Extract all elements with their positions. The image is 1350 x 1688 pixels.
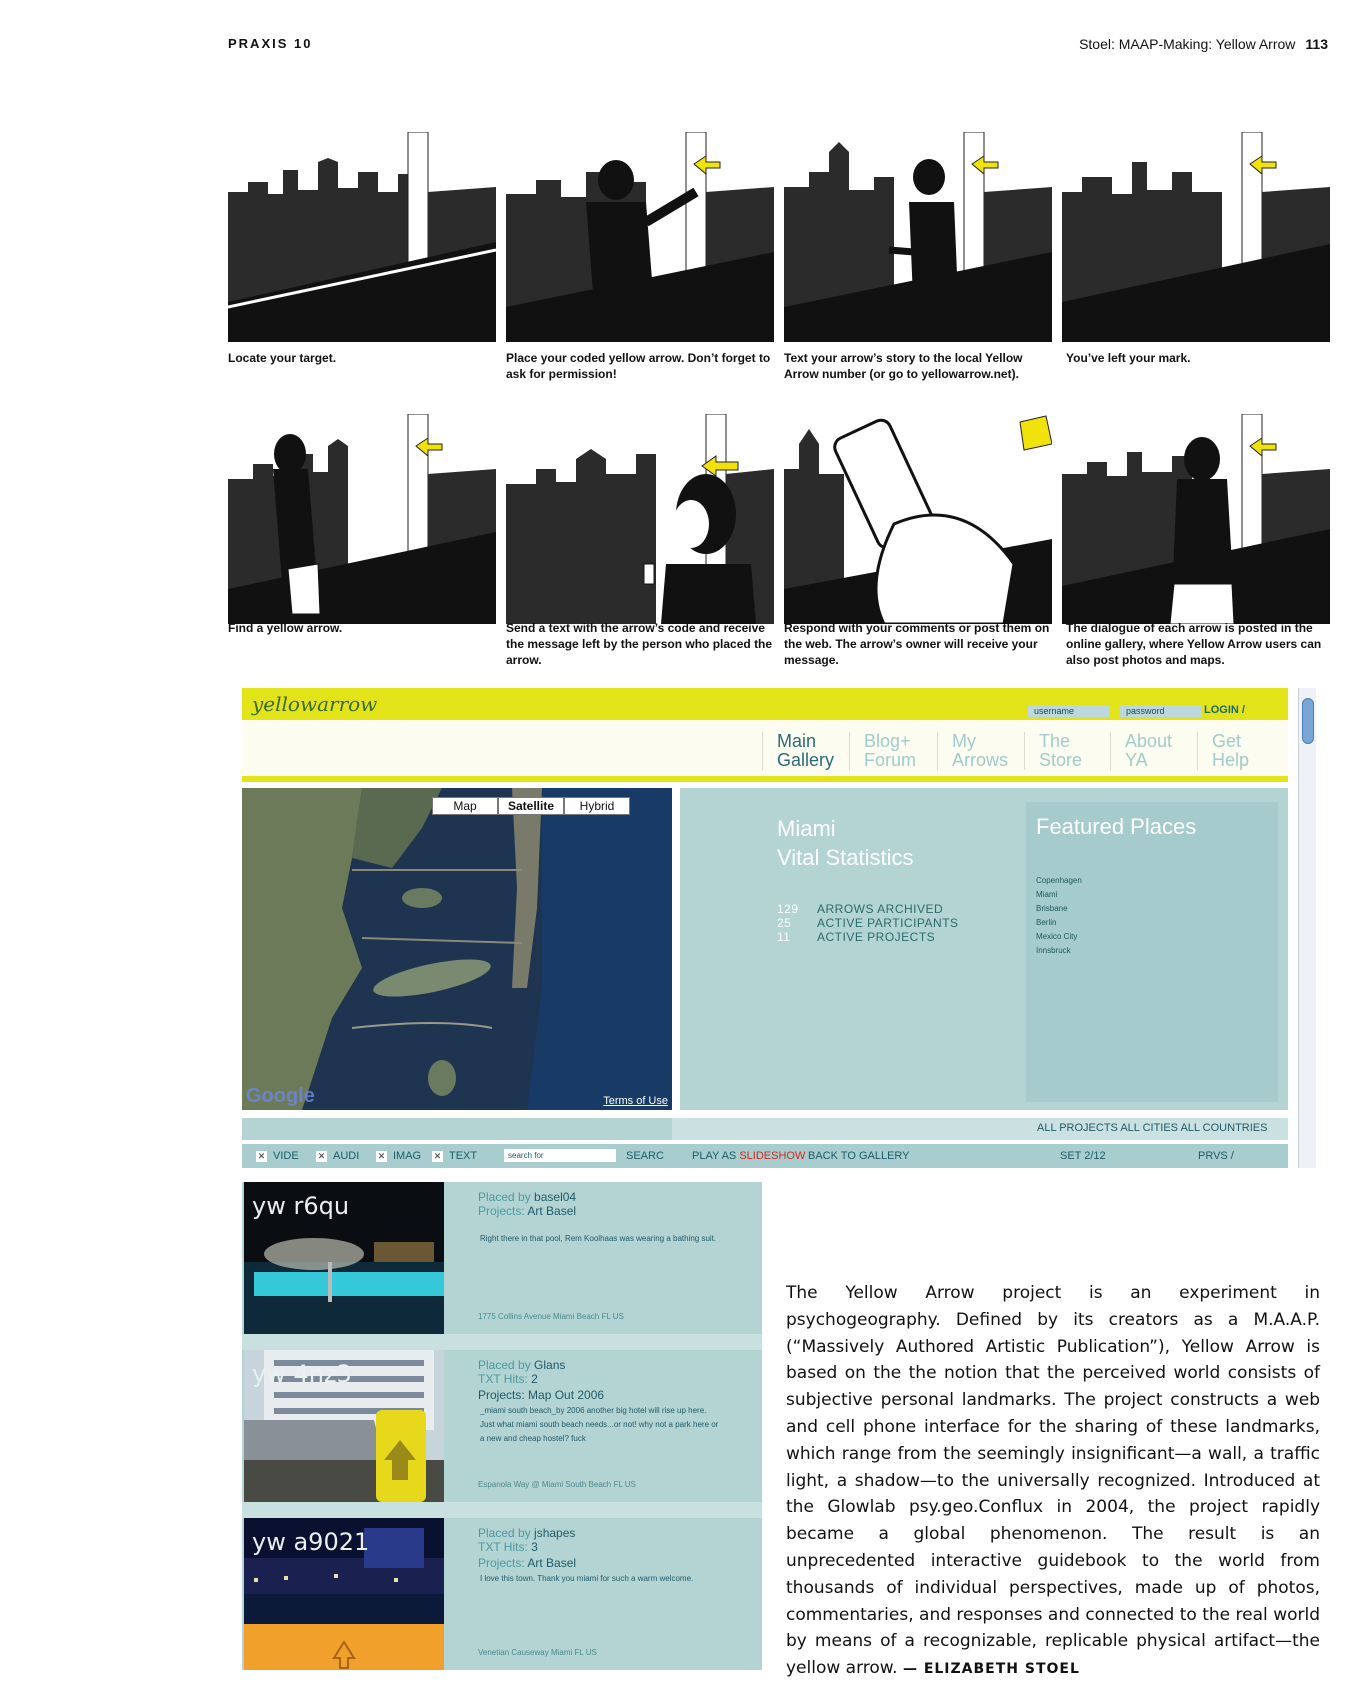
running-head-right [1079,36,1328,52]
arrow-gallery [242,1182,762,1670]
gallery-photo [244,1182,444,1334]
storyboard-caption-5: Find a yellow arrow. [228,621,343,635]
txt-hits [478,1372,538,1386]
placed-by-label: Placed by [478,1358,531,1372]
nav-label: Store [1039,750,1083,770]
google-logo: Google [246,1085,315,1107]
placed-by [478,1358,565,1372]
storyboard-caption-1: Locate your target. [228,351,337,365]
stat-row [777,902,943,916]
back-to-gallery-link[interactable]: BACK TO GALLERY [808,1150,910,1162]
checkbox-x-icon: ✕ [377,1151,386,1161]
woman-texting-illustration [506,414,774,624]
checkbox-x-icon: ✕ [257,1151,266,1161]
featured-place-link[interactable]: Copenhagen [1036,876,1082,885]
site-header-bar [242,688,1288,720]
gallery-entry[interactable] [242,1182,762,1334]
gallery-photo [244,1350,444,1502]
projects [478,1204,576,1218]
stat-label: ARROWS ARCHIVED [817,902,944,916]
essay-body: The Yellow Arrow project is an experiment in psychogeography. Defined by its creators as a M.A.A.P. (“Massively Authored Artistic Publication”), Yellow Arrow is based on the the notion that the perceived world consists of subjective personal landmarks. The project constructs a web and cell phone interface for the sharing of these landmarks, which range from the seemingly insignificant—a wall, a traffic light, a shadow—to the universally recognized. Introduced at the Glowlab psy.geo.Conflux in 2004, the project rapidly became a global phenomenon. The result is an unprecedented interactive guidebook to the world from thousands of individual perspectives, made up of photos, commentaries, and responses and connected to the real world by means of a recognizable, replicable physical artifact—the yellow arrow. [786,1283,1320,1679]
username-field[interactable]: username [1028,705,1110,717]
checkbox-label: IMAG [393,1150,422,1162]
nav-label: About [1125,731,1173,751]
txt-hits-label: TXT Hits: [478,1540,528,1554]
previous-link[interactable]: PRVS / [1198,1150,1234,1162]
projects-label: Projects: [478,1388,525,1402]
storyboard-panel-6 [506,414,774,624]
storyboard-caption-6: Send a text with the arrow’s code and receive the message left by the person who placed the arrow. [506,621,773,667]
stat-value: 11 [777,930,791,944]
satellite-map[interactable] [242,788,672,1110]
projects-label: Projects: [478,1556,525,1570]
storyboard-caption-4: You’ve left your mark. [1066,351,1191,365]
nav-label: Main [777,731,817,751]
projects [478,1556,576,1570]
storyboard-panel-2 [506,132,774,342]
nav-label: The [1039,731,1071,751]
slideshow-label: SLIDESHOW [739,1150,806,1162]
scrollbar-thumb[interactable] [1302,698,1314,744]
yellowarrow-website-screenshot [242,688,1288,1168]
projects [478,1388,604,1402]
person-placing-arrow-illustration [506,132,774,342]
storyboard-panel-4 [1062,132,1330,342]
map-imagery [242,788,672,1110]
placed-by [478,1526,575,1540]
placed-by-label: Placed by [478,1526,531,1540]
project-name[interactable]: Map Out 2006 [528,1388,605,1402]
phone-in-hand-illustration [784,414,1052,624]
city-title [777,814,914,872]
stat-row [777,916,959,930]
nav-label: Forum [864,750,917,770]
arrow-message: _miami south beach_by 2006 another big hotel will rise up here. Just what miami south beach needs...or not! why not a park here or a new and cheap hostel? fuck [480,1406,719,1443]
featured-place-link[interactable]: Berlin [1036,918,1057,927]
checkbox-label: VIDE [273,1150,299,1162]
nav-label: Get [1212,731,1242,751]
map-type-map-button[interactable]: Map [432,797,498,815]
essay-author: — ELIZABETH STOEL [902,1661,1080,1678]
gallery-entry[interactable] [242,1350,762,1502]
checkbox-label: TEXT [449,1150,478,1162]
city-stats-panel [680,788,1288,1110]
arrow-address: Venetian Causeway Miami FL US [478,1648,597,1657]
placed-by-label: Placed by [478,1190,531,1204]
featured-places-title: Featured Places [1036,814,1197,839]
storyboard-panel-5 [228,414,496,624]
stat-label: ACTIVE PROJECTS [817,930,936,944]
search-button[interactable]: SEARC [626,1150,664,1162]
featured-place-link[interactable]: Innsbruck [1036,946,1071,955]
featured-place-link[interactable]: Brisbane [1036,904,1068,913]
filter-links[interactable]: ALL PROJECTS ALL CITIES ALL COUNTRIES [1037,1122,1268,1134]
storyboard-caption-7: Respond with your comments or post them on the web. The arrow’s owner will receive your message. [784,621,1050,667]
gallery-entry[interactable] [242,1518,762,1670]
checkbox-x-icon: ✕ [317,1151,326,1161]
nav-about-ya[interactable] [1110,732,1172,770]
search-input[interactable]: search for [504,1149,616,1162]
woman-at-wall-illustration [1062,414,1330,624]
site-nav [242,720,1288,776]
woman-finding-arrow-illustration [228,414,496,624]
terms-of-use-link[interactable]: Terms of Use [603,1095,668,1107]
nav-label: Blog+ [864,731,911,751]
nav-get-help[interactable] [1197,732,1249,770]
placed-by-user[interactable]: jshapes [534,1526,576,1540]
placed-by-user[interactable]: Glans [534,1358,566,1372]
storyboard-panel-8 [1062,414,1330,624]
login-link[interactable]: LOGIN / [1204,704,1245,716]
filter-audio-checkbox[interactable] [316,1150,359,1162]
nav-label: Arrows [952,750,1009,770]
stat-value: 25 [777,916,792,930]
storyboard-caption-3: Text your arrow’s story to the local Yellow Arrow number (or go to yellowarrow.net). [784,351,1023,381]
running-head-left: PRAXIS 10 [228,36,313,51]
play-as-label: PLAY AS [692,1150,737,1162]
filter-video-checkbox[interactable] [256,1150,299,1162]
featured-place-link[interactable]: Mexico City [1036,932,1078,941]
checkbox-label: AUDI [333,1150,360,1162]
city-name: Miami [777,816,836,841]
gallery-photo [244,1518,444,1670]
controls-bar [242,1144,1288,1168]
nav-main-gallery[interactable] [762,732,834,770]
featured-place-link[interactable]: Miami [1036,890,1058,899]
map-type-hybrid-button[interactable]: Hybrid [564,797,630,815]
play-slideshow-link[interactable] [692,1150,805,1162]
filter-bar [242,1118,1288,1140]
nav-label: Gallery [777,750,835,770]
filter-image-checkbox[interactable] [376,1150,421,1162]
placed-by-user[interactable]: basel04 [534,1190,577,1204]
storyboard-caption-2: Place your coded yellow arrow. Don’t forget to ask for permission! [506,351,771,381]
nav-label: My [952,731,976,751]
stat-label: ACTIVE PARTICIPANTS [817,916,959,930]
arrow-message: Right there in that pool, Rem Koolhaas was wearing a bathing suit. [480,1234,717,1243]
arrow-address: Espanola Way @ Miami South Beach FL US [478,1480,636,1489]
map-type-satellite-button[interactable]: Satellite [498,797,564,815]
site-logo[interactable]: yellowarrow [252,692,378,716]
password-field[interactable]: password [1120,705,1202,717]
nav-label: YA [1125,750,1148,770]
checkbox-x-icon: ✕ [433,1151,442,1161]
city-subtitle: Vital Statistics [777,845,914,870]
txt-hits [478,1540,538,1554]
scrollbar[interactable] [1298,688,1316,1168]
txt-hits-value: 3 [531,1540,538,1554]
storyboard-caption-8: The dialogue of each arrow is posted in the online gallery, where Yellow Arrow users can also post photos and maps. [1066,621,1322,667]
nav-my-arrows[interactable] [937,732,1008,770]
arrow-code: yw a9021 [252,1528,370,1556]
person-texting-illustration [784,132,1052,342]
nav-blog-forum[interactable] [849,732,916,770]
filter-bar-left [242,1118,672,1140]
essay-paragraph [786,1280,1320,1683]
stat-row [777,930,935,944]
set-counter: SET 2/12 [1060,1150,1106,1162]
arrow-address: 1775 Collins Avenue Miami Beach FL US [478,1312,624,1321]
arrow-code: yw r6qu [252,1192,350,1220]
projects-label: Projects: [478,1204,525,1218]
arrow-code: yw 4nz3 [252,1360,352,1388]
placed-by [478,1190,576,1204]
storyboard-panel-1 [228,132,496,342]
running-head-title: Stoel: MAAP-Making: Yellow Arrow [1079,36,1296,52]
txt-hits-value: 2 [531,1372,538,1386]
stat-value: 129 [777,902,799,916]
project-name[interactable]: Art Basel [527,1556,577,1570]
skyline-illustration [228,132,496,342]
arrow-on-wall-illustration [1062,132,1330,342]
nav-the-store[interactable] [1024,732,1082,770]
storyboard-panel-7 [784,414,1052,624]
nav-label: Help [1212,750,1250,770]
filter-text-checkbox[interactable] [432,1150,477,1162]
featured-places-box [1026,802,1278,1102]
header-divider [242,776,1288,782]
storyboard-panel-3 [784,132,1052,342]
page-number: 113 [1305,36,1328,52]
project-name[interactable]: Art Basel [527,1204,577,1218]
arrow-message: I love this town. Thank you miami for such a warm welcome. [480,1574,694,1583]
txt-hits-label: TXT Hits: [478,1372,528,1386]
